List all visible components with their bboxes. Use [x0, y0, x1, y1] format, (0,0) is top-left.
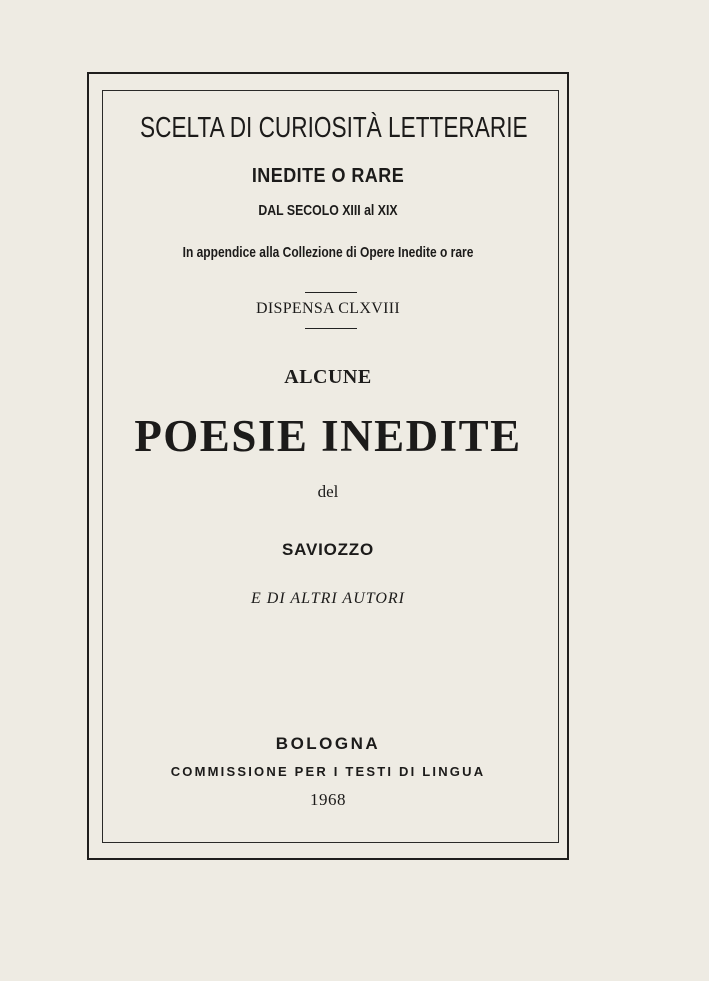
series-title: SCELTA DI CURIOSITÀ LETTERARIE — [140, 112, 528, 144]
publication-year: 1968 — [310, 790, 346, 809]
publication-city: BOLOGNA — [275, 734, 381, 753]
divider-bottom — [305, 328, 357, 329]
title-connector: del — [317, 482, 339, 501]
main-title: POESIE INEDITE — [134, 411, 522, 461]
author-name: SAVIOZZO — [281, 540, 375, 559]
other-authors: E DI ALTRI AUTORI — [250, 590, 406, 607]
title-prefix: ALCUNE — [284, 366, 372, 388]
centuries-range: DAL SECOLO XIII al XIX — [258, 202, 398, 219]
series-subtitle: INEDITE O RARE — [251, 165, 405, 187]
appendix-note: In appendice alla Collezione di Opere Inedite o rare — [182, 244, 474, 261]
dispensa-number: DISPENSA CLXVIII — [256, 300, 400, 317]
publisher-name: COMMISSIONE PER I TESTI DI LINGUA — [170, 764, 486, 779]
divider-top — [305, 292, 357, 293]
